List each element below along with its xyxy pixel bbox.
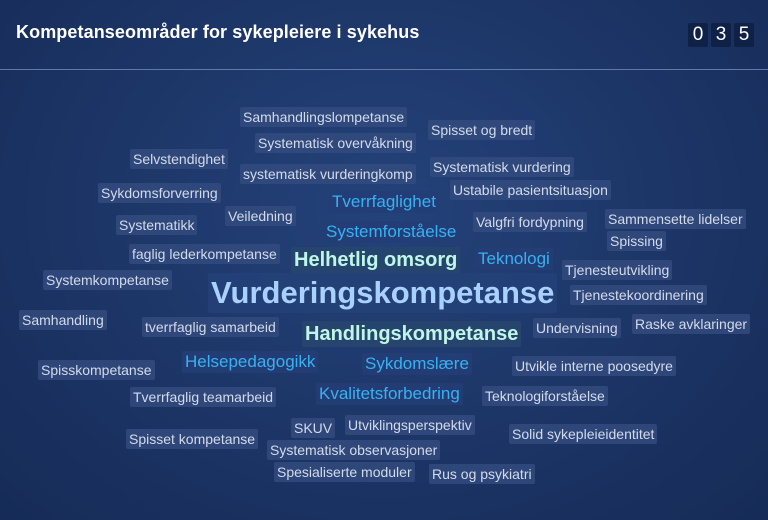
word-cloud-item: Systemkompetanse (43, 270, 172, 290)
word-cloud-item: Systematisk overvåkning (255, 133, 416, 153)
word-cloud-item: Tverrfaglig teamarbeid (130, 387, 276, 407)
word-cloud-item: Samhandling (19, 310, 107, 330)
word-cloud-item: Spisset og bredt (428, 120, 535, 140)
word-cloud-item: Sykdomslære (362, 353, 472, 375)
word-cloud-item: Spisskompetanse (38, 360, 155, 380)
word-cloud-item: Samhandlingslompetanse (240, 107, 407, 127)
word-cloud-item: Spisset kompetanse (126, 429, 258, 449)
word-cloud-item: Helhetlig omsorg (291, 247, 460, 273)
word-cloud-item: Selvstendighet (130, 149, 228, 169)
word-cloud-item: Spissing (607, 231, 666, 251)
word-cloud-item: Undervisning (533, 318, 621, 338)
word-cloud-item: Utviklingsperspektiv (345, 415, 475, 435)
word-cloud-item: Teknologiforståelse (482, 386, 608, 406)
word-cloud-item: Systematikk (116, 215, 197, 235)
word-cloud-item: Tverrfaglighet (329, 191, 439, 213)
counter-digit: 0 (688, 23, 708, 47)
word-cloud-item: tverrfaglig samarbeid (142, 317, 279, 337)
word-cloud-item: Vurderingskompetanse (208, 273, 557, 313)
page-title: Kompetanseområder for sykepleiere i sykehus (16, 22, 420, 42)
word-cloud-item: systematisk vurderingkomp (240, 164, 416, 184)
word-cloud-item: Valgfri fordypning (473, 212, 587, 232)
word-cloud-item: SKUV (291, 418, 335, 438)
word-cloud-item: Veiledning (225, 206, 296, 226)
word-cloud-item: Ustabile pasientsituasjon (450, 180, 611, 200)
word-cloud-item: Systematisk vurdering (430, 157, 574, 177)
word-cloud-item: Rus og psykiatri (429, 464, 535, 484)
word-cloud-item: Utvikle interne poosedyre (512, 356, 676, 376)
word-cloud-item: Raske avklaringer (632, 314, 750, 334)
counter-digit: 3 (711, 23, 731, 47)
word-cloud-item: Tjenestekoordinering (570, 285, 707, 305)
word-cloud-item: Tjenesteutvikling (562, 260, 672, 280)
word-cloud-item: Solid sykepleieidentitet (509, 424, 657, 444)
word-cloud-item: Helsepedagogikk (182, 351, 318, 373)
word-cloud-item: Systemforståelse (323, 221, 459, 243)
word-cloud-item: Teknologi (475, 248, 553, 270)
word-cloud-item: Handlingskompetanse (302, 321, 521, 347)
word-cloud-item: faglig lederkompetanse (129, 244, 280, 264)
word-cloud-item: Sykdomsforverring (98, 183, 221, 203)
word-cloud-item: Sammensette lidelser (605, 209, 746, 229)
counter-digit: 5 (734, 23, 754, 47)
word-cloud-item: Kvalitetsforbedring (316, 383, 463, 405)
word-cloud-item: Spesialiserte moduler (274, 462, 415, 482)
word-cloud-item: Systematisk observasjoner (267, 440, 440, 460)
